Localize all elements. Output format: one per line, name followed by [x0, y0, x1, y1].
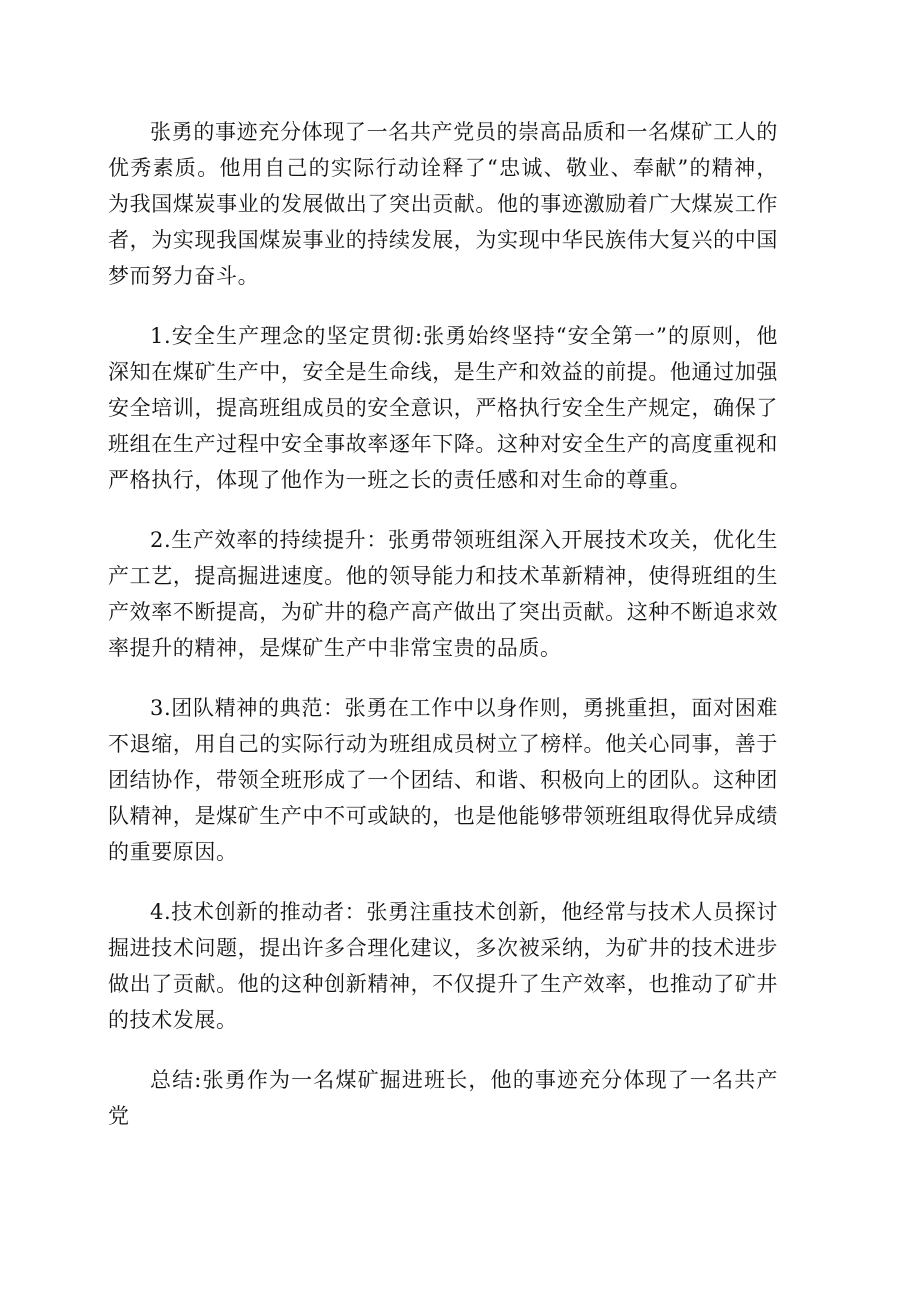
point-2-efficiency-paragraph: 2.生产效率的持续提升：张勇带领班组深入开展技术攻关，优化生产工艺，提高掘进速度。他的领导能力和技术革新精神，使得班组的生产效率不断提高，为矿井的稳产高产做出了突出贡献。这种不断追求效率提升的精神，是煤矿生产中非常宝贵的品质。 — [108, 528, 778, 660]
intro-paragraph: 张勇的事迹充分体现了一名共产党员的崇高品质和一名煤矿工人的优秀素质。他用自己的实际行动诠释了“忠诚、敬业、奉献”的精神，为我国煤炭事业的发展做出了突出贡献。他的事迹激励着广大煤炭工作者，为实现我国煤炭事业的持续发展，为实现中华民族伟大复兴的中国梦而努力奋斗。 — [108, 120, 778, 288]
point-4-innovation-paragraph: 4.技术创新的推动者：张勇注重技术创新，他经常与技术人员探讨掘进技术问题，提出许多合理化建议，多次被采纳，为矿井的技术进步做出了贡献。他的这种创新精神，不仅提升了生产效率，也推动了矿井的技术发展。 — [108, 900, 778, 1032]
document-body — [108, 114, 778, 1158]
point-1-safety-paragraph: 1.安全生产理念的坚定贯彻:张勇始终坚持“安全第一”的原则，他深知在煤矿生产中，安全是生命线，是生产和效益的前提。他通过加强安全培训，提高班组成员的安全意识，严格执行安全生产规定，确保了班组在生产过程中安全事故率逐年下降。这种对安全生产的高度重视和严格执行，体现了他作为一班之长的责任感和对生命的尊重。 — [108, 324, 778, 492]
point-3-teamwork-paragraph: 3.团队精神的典范：张勇在工作中以身作则，勇挑重担，面对困难不退缩，用自己的实际行动为班组成员树立了榜样。他关心同事，善于团结协作，带领全班形成了一个团结、和谐、积极向上的团队。这种团队精神，是煤矿生产中不可或缺的，也是他能够带领班组取得优异成绩的重要原因。 — [108, 696, 778, 864]
summary-paragraph: 总结:张勇作为一名煤矿掘进班长，他的事迹充分体现了一名共产党 — [108, 1068, 778, 1128]
